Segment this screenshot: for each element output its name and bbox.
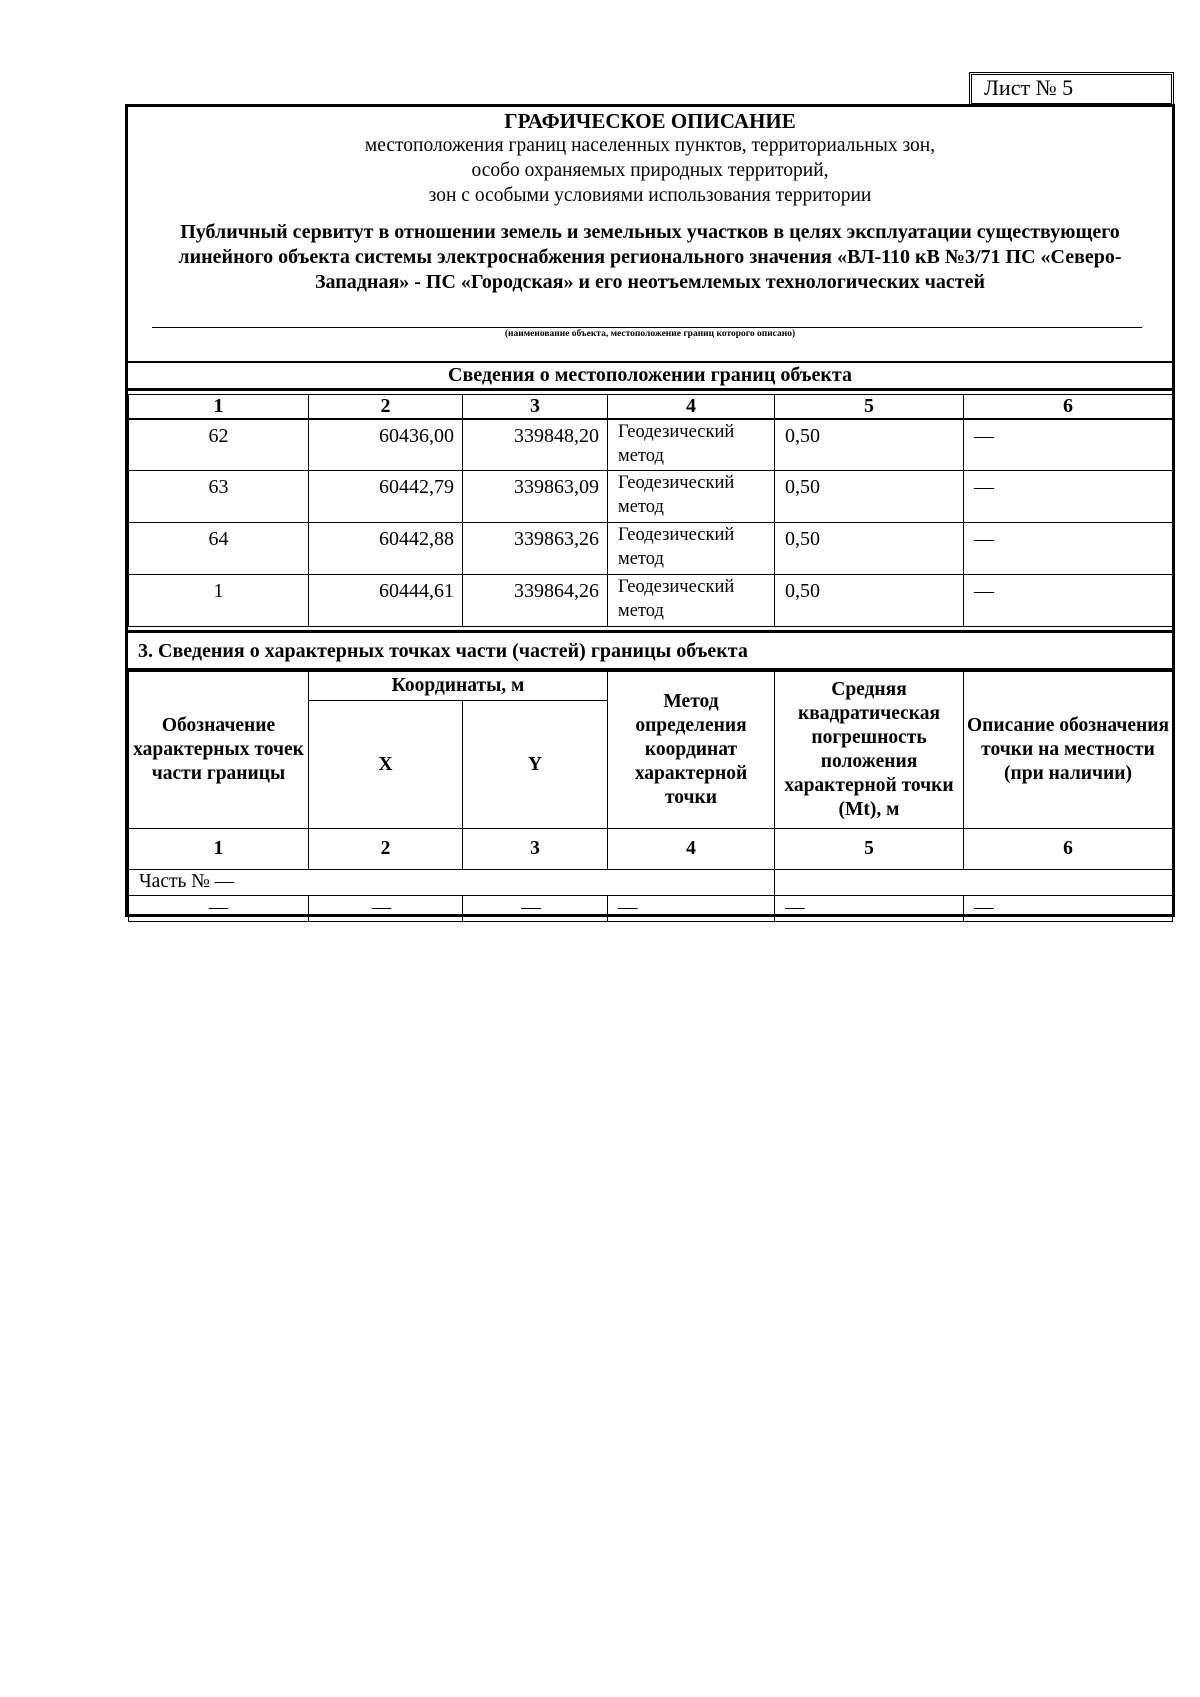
point-cell: — — [129, 896, 309, 922]
method-cell: Геодезический метод — [608, 471, 775, 523]
sheet-number: Лист № 5 — [969, 72, 1174, 106]
column-number: 1 — [129, 395, 309, 419]
y-cell: 339864,26 — [463, 575, 608, 627]
part-label-blank — [775, 870, 1173, 896]
x-cell: 60442,79 — [309, 471, 463, 523]
header-y: Y — [463, 701, 608, 829]
column-number: 6 — [964, 395, 1173, 419]
table-row — [129, 471, 1173, 523]
part-label: Часть № — — [129, 870, 775, 896]
column-number: 2 — [309, 395, 463, 419]
method-cell: — — [608, 896, 775, 922]
table-row — [129, 523, 1173, 575]
parts-table — [128, 671, 1173, 922]
column-numbers-row — [129, 829, 1173, 870]
point-cell: 62 — [129, 419, 309, 471]
document-header — [128, 107, 1172, 362]
description-cell: — — [964, 575, 1173, 627]
error-cell: 0,50 — [775, 575, 964, 627]
column-number: 4 — [608, 395, 775, 419]
y-cell: 339863,09 — [463, 471, 608, 523]
parts-section-title: 3. Сведения о характерных точках части (частей) границы объекта — [128, 630, 1172, 671]
boundaries-table — [128, 394, 1173, 627]
header-method: Метод определения координат характерной точки — [608, 672, 775, 829]
error-cell: 0,50 — [775, 471, 964, 523]
parts-header-row — [129, 672, 1173, 701]
x-cell: 60436,00 — [309, 419, 463, 471]
header-error: Средняя квадратическая погрешность положения характерной точки (Мt), м — [775, 672, 964, 829]
column-numbers-row — [129, 395, 1173, 419]
table-row — [129, 575, 1173, 627]
description-cell: — — [964, 471, 1173, 523]
x-cell: — — [309, 896, 463, 922]
subtitle-line: местоположения границ населенных пунктов, территориальных зон, — [364, 135, 936, 156]
header-x: X — [309, 701, 463, 829]
object-name: Публичный сервитут в отношении земель и земельных участков в целях эксплуатации существующего линейного объекта системы электроснабжения регионального значения «ВЛ-110 кВ №3/71 ПС «Северо-Западная» - ПС «Городская» и его неотъемлемых технологических частей — [178, 221, 1122, 293]
document-title: ГРАФИЧЕСКОЕ ОПИСАНИЕ — [504, 109, 796, 133]
y-cell: 339863,26 — [463, 523, 608, 575]
point-cell: 63 — [129, 471, 309, 523]
part-label-row — [129, 870, 1173, 896]
table-row — [129, 419, 1173, 471]
description-cell: — — [964, 523, 1173, 575]
header-coordinates: Координаты, м — [309, 672, 608, 701]
column-number: 5 — [775, 829, 964, 870]
column-number: 1 — [129, 829, 309, 870]
point-cell: 1 — [129, 575, 309, 627]
y-cell: 339848,20 — [463, 419, 608, 471]
x-cell: 60444,61 — [309, 575, 463, 627]
point-cell: 64 — [129, 523, 309, 575]
column-number: 3 — [463, 395, 608, 419]
method-cell: Геодезический метод — [608, 523, 775, 575]
header-designation: Обозначение характерных точек части границы — [129, 672, 309, 829]
column-number: 5 — [775, 395, 964, 419]
method-cell: Геодезический метод — [608, 575, 775, 627]
column-number: 4 — [608, 829, 775, 870]
object-note: (наименование объекта, местоположение границ которого описано) — [504, 329, 796, 339]
column-number: 6 — [964, 829, 1173, 870]
error-cell: 0,50 — [775, 419, 964, 471]
boundaries-section-title: Сведения о местоположении границ объекта — [128, 362, 1172, 391]
method-cell: Геодезический метод — [608, 419, 775, 471]
column-number: 2 — [309, 829, 463, 870]
object-name-underline — [152, 327, 1142, 328]
column-number: 3 — [463, 829, 608, 870]
error-cell: — — [775, 896, 964, 922]
y-cell: — — [463, 896, 608, 922]
graphic-description-form — [125, 104, 1175, 917]
description-cell: — — [964, 896, 1173, 922]
subtitle-line: зон с особыми условиями использования территории — [428, 185, 872, 206]
error-cell: 0,50 — [775, 523, 964, 575]
table-row — [129, 896, 1173, 922]
subtitle-line: особо охраняемых природных территорий, — [471, 160, 829, 181]
x-cell: 60442,88 — [309, 523, 463, 575]
header-description: Описание обозначения точки на местности (при наличии) — [964, 672, 1173, 829]
description-cell: — — [964, 419, 1173, 471]
